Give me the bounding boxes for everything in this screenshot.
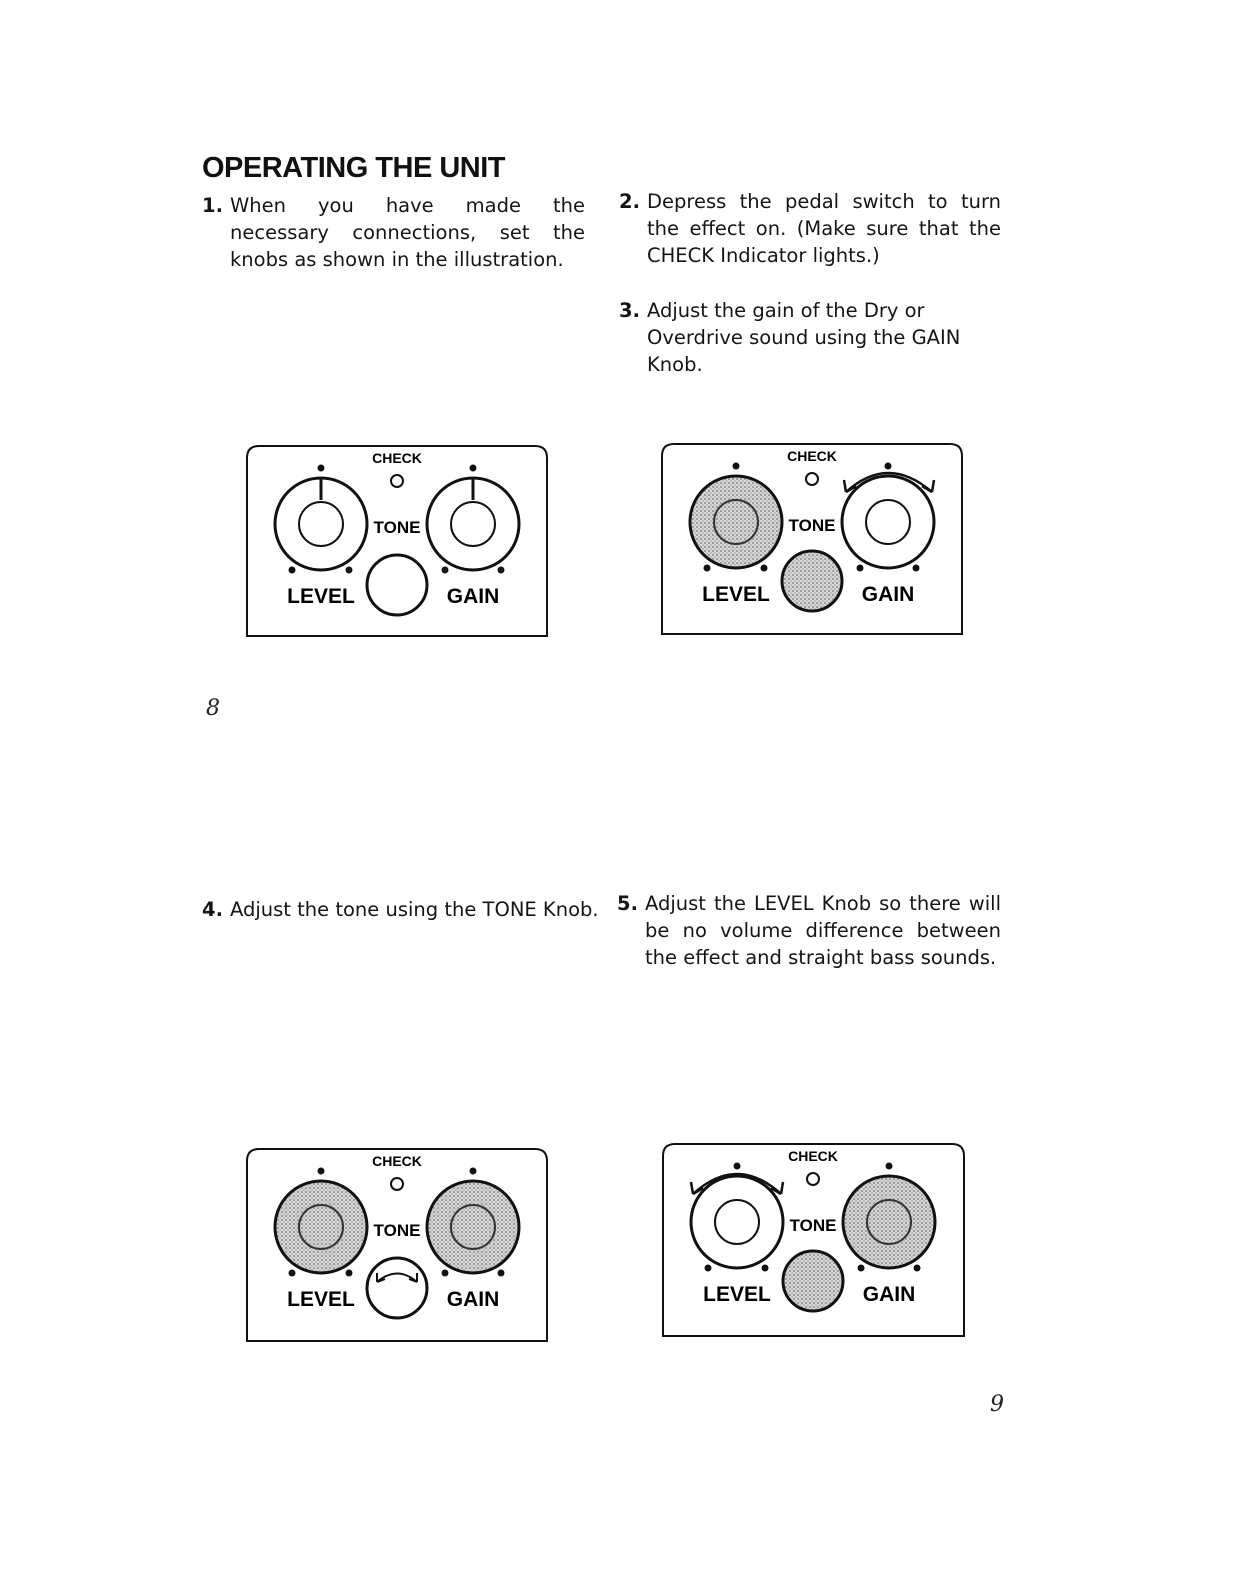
section-heading: OPERATING THE UNIT: [202, 152, 506, 184]
tone-knob-shaded: [782, 551, 842, 611]
check-label: CHECK: [787, 448, 837, 464]
tone-knob: [367, 555, 427, 615]
gain-label: GAIN: [446, 1288, 500, 1311]
gain-knob: [427, 478, 519, 570]
step-4-number: 4.: [202, 898, 223, 921]
step-5-text: Adjust the LEVEL Knob so there will be no volume difference between the effect and straight bass sounds.: [645, 892, 1001, 969]
tone-label: TONE: [373, 1221, 421, 1240]
step-1-text: When you have made the necessary connections, set the knobs as shown in the illustration.: [230, 194, 585, 271]
level-knob: [275, 478, 367, 570]
gain-knob: [842, 476, 934, 568]
panel-illustration-2: [660, 442, 966, 636]
panel-illustration-4: [661, 1142, 968, 1338]
step-2-number: 2.: [619, 190, 640, 213]
step-4: [202, 896, 602, 923]
gain-top-dot: [470, 465, 477, 472]
step-5-number: 5.: [617, 892, 638, 915]
tone-knob-shaded: [783, 1251, 843, 1311]
gain-knob-shaded: [843, 1176, 935, 1268]
gain-label: GAIN: [861, 583, 915, 606]
tone-knob: [367, 1258, 427, 1318]
tone-label: TONE: [788, 516, 836, 535]
step-3-text: Adjust the gain of the Dry or Overdrive sound using the GAIN Knob.: [647, 299, 961, 376]
gain-label: GAIN: [446, 585, 500, 608]
step-2: [619, 188, 1001, 269]
step-4-text: Adjust the tone using the TONE Knob.: [230, 898, 599, 921]
step-3-number: 3.: [619, 299, 640, 322]
level-label: LEVEL: [287, 585, 355, 608]
panel-illustration-3: [245, 1147, 551, 1343]
level-knob-shaded: [275, 1181, 367, 1273]
check-label: CHECK: [788, 1148, 838, 1164]
gain-label: GAIN: [862, 1283, 916, 1306]
panel-illustration-1: [245, 444, 550, 638]
level-top-dot: [318, 465, 325, 472]
page-number-left: 8: [206, 696, 220, 721]
step-5: [617, 890, 1001, 971]
level-label: LEVEL: [287, 1288, 355, 1311]
step-1-number: 1.: [202, 194, 223, 217]
level-label: LEVEL: [703, 1283, 771, 1306]
page-number-right: 9: [990, 1392, 1004, 1417]
check-label: CHECK: [372, 1153, 422, 1169]
level-knob-shaded: [690, 476, 782, 568]
gain-knob-shaded: [427, 1181, 519, 1273]
step-3: [619, 297, 1009, 378]
check-label: CHECK: [372, 450, 422, 466]
tone-label: TONE: [789, 1216, 837, 1235]
step-2-text: Depress the pedal switch to turn the effect on. (Make sure that the CHECK Indicator lights.): [647, 190, 1001, 267]
tone-label: TONE: [373, 518, 421, 537]
level-knob: [691, 1176, 783, 1268]
level-label: LEVEL: [702, 583, 770, 606]
step-1: [202, 192, 585, 273]
